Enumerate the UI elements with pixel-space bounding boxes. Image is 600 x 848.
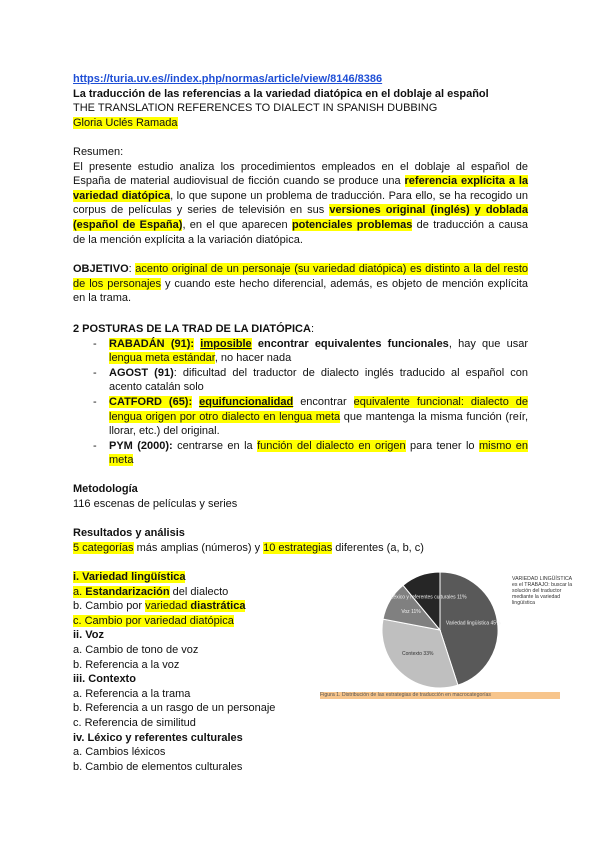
postura-name: RABADÁN (91): (109, 337, 195, 350)
postura-pym (73, 439, 528, 468)
category-item: b. Referencia a un rasgo de un personaje (73, 702, 276, 715)
category-title: iv. Léxico y referentes culturales (73, 731, 243, 744)
category-lexico (73, 731, 303, 775)
objetivo-highlight: acento original de un personaje (su variedad diatópica) es distinto a la del resto de los personajes (73, 263, 528, 290)
category-item: a. Cambio de tono de voz (73, 643, 199, 656)
resumen-text-1: El presente estudio analiza los procedimientos empleados en el doblaje al español de España de material audiovisual de ficción cuando se produce una (73, 160, 528, 188)
resumen-highlight-3: potenciales problemas (291, 218, 413, 231)
category-item-highlight: variedad (145, 600, 191, 613)
metodologia-heading: Metodología (73, 483, 138, 495)
resultados-text-1: más amplias (números) y (133, 541, 264, 554)
category-voz (73, 628, 303, 672)
pie-slice-label-1: Contexto 33% (402, 651, 434, 658)
resultados-highlight-1: 5 categorías (73, 541, 134, 554)
pie-chart-figure (315, 568, 573, 703)
resumen-text-4: de traducción a causa de la mención explícita a la variación diatópica. (73, 218, 528, 246)
resumen-text-3: , en el que aparecen (182, 218, 292, 231)
posturas-list (73, 337, 528, 468)
resumen-label: Resumen: (73, 146, 124, 158)
chart-side-note: VARIEDAD LINGÜÍSTICA es el TRABAJO: buscar la solución del traductor mediante la variedad lingüística (512, 576, 573, 606)
category-item: b. Referencia a la voz (73, 658, 180, 671)
author-line (73, 116, 528, 131)
postura-agost (73, 366, 528, 395)
postura-highlight: lengua meta estándar (109, 352, 215, 365)
postura-highlight: equivalente funcional: dialecto de lengua origen por otro dialecto en lengua meta (109, 395, 528, 423)
postura-rabadan (73, 337, 528, 366)
source-url-link[interactable]: https://turia.uv.es//index.php/normas/article/view/8146/8386 (73, 73, 383, 85)
postura-text-mid: para tener lo (405, 439, 479, 452)
title-en: THE TRANSLATION REFERENCES TO DIALECT IN SPANISH DUBBING (73, 102, 438, 115)
category-item-prefix: b. Cambio por (73, 600, 146, 613)
category-title: i. Variedad lingüística (73, 571, 186, 583)
list-dash: - (93, 395, 97, 408)
list-dash: - (93, 366, 97, 379)
pie-slice-label-3: Léxico y referentes culturales 11% (390, 594, 467, 601)
postura-name: CATFORD (65): (109, 395, 193, 408)
category-item: a. Cambios léxicos (73, 746, 166, 759)
postura-key: equifuncionalidad (199, 395, 294, 408)
resultados-text (73, 541, 528, 556)
resultados-highlight-2: 10 estrategias (263, 541, 333, 554)
objetivo-paragraph (73, 262, 528, 306)
pie-slice-label-0: Variedad lingüística 45% (445, 620, 501, 627)
pie-slice-label-2: Voz 11% (401, 608, 421, 615)
category-title: iii. Contexto (73, 673, 136, 686)
category-contexto (73, 672, 303, 730)
category-variedad (73, 570, 303, 628)
resumen-highlight-2: versiones original (inglés) y doblada (español de España) (73, 204, 528, 231)
postura-mid: encontrar equivalentes funcionales (251, 337, 449, 350)
source-url-line (73, 72, 528, 87)
category-item-key: Estandarización (85, 585, 170, 598)
category-item: c. Referencia de similitud (73, 716, 196, 729)
resultados-heading: Resultados y análisis (73, 527, 185, 539)
postura-text: centrarse en la (172, 439, 258, 452)
postura-text-end: que mantenga la misma función (reír, llorar, etc.) del original. (109, 410, 528, 438)
postura-key: imposible (200, 337, 252, 350)
category-item-prefix: a. (73, 585, 86, 598)
postura-highlight: función del dialecto en origen (257, 439, 406, 452)
resumen-highlight-1: referencia explícita a la variedad diatópica (73, 175, 528, 202)
postura-text: : dificultad del traductor de dialecto inglés traducido al español con acento catalán solo (109, 366, 528, 394)
postura-text: encontrar (293, 395, 354, 408)
category-item: c. Cambio por variedad diatópica (73, 614, 234, 627)
objetivo-colon: : (128, 263, 136, 275)
resumen-text-2: , lo que supone un problema de traducción. Para ello, se ha recogido un corpus de películas y series de televisión en sus (73, 189, 528, 217)
postura-name: AGOST (91) (109, 366, 174, 379)
postura-catford (73, 395, 528, 439)
list-dash: - (93, 439, 97, 452)
objetivo-rest: y cuando este hecho diferencial, además, es objeto de mención explícita en la trama. (73, 277, 528, 305)
resultados-text-2: diferentes (a, b, c) (332, 541, 424, 554)
category-item: a. Referencia a la trama (73, 687, 191, 700)
metodologia-text: 116 escenas de películas y series (73, 497, 238, 510)
category-item: b. Cambio de elementos culturales (73, 760, 243, 773)
posturas-heading-line (73, 322, 528, 337)
category-item-key: diastrática (190, 600, 246, 613)
posturas-heading: 2 POSTURAS DE LA TRAD DE LA DIATÓPICA (73, 323, 311, 335)
posturas-heading-colon: : (310, 323, 314, 335)
resumen-paragraph (73, 160, 528, 248)
chart-caption: Figura 1. Distribución de las estrategias de traducción en macrocategorías (320, 692, 560, 699)
postura-name: PYM (2000): (109, 439, 173, 452)
category-item-rest: del dialecto (169, 585, 229, 598)
pie-chart (315, 568, 505, 693)
postura-text-end: , no hacer nada (214, 352, 292, 365)
title-es: La traducción de las referencias a la variedad diatópica en el doblaje al español (73, 87, 489, 100)
category-title: ii. Voz (73, 629, 104, 642)
postura-text: , hay que usar (448, 337, 529, 350)
list-dash: - (93, 337, 97, 350)
postura-highlight-2: mismo en meta (109, 439, 529, 467)
objetivo-label: OBJETIVO (73, 263, 129, 275)
author-name: Gloria Uclés Ramada (73, 116, 178, 129)
